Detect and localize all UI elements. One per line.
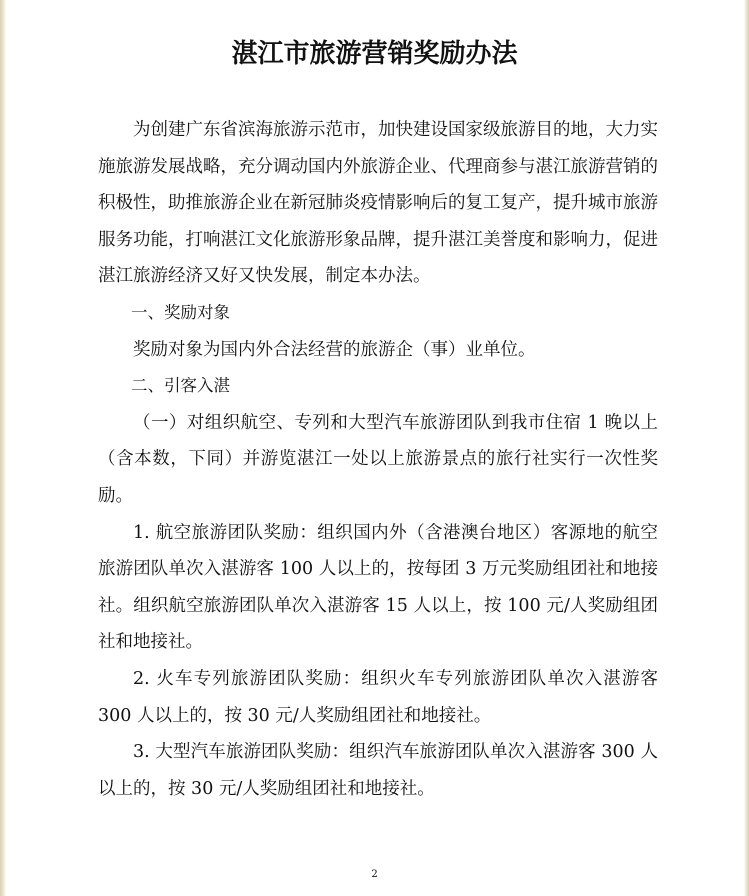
intro-paragraph: 为创建广东省滨海旅游示范市，加快建设国家级旅游目的地，大力实施旅游发展战略，充分调动国内外旅游企业、代理商参与湛江旅游营销的积极性，助推旅游企业在新冠肺炎疫情影响后的复工复产，提升城市旅游服务功能，打响湛江文化旅游形象品牌，提升湛江美誉度和影响力，促进湛江旅游经济又好又快发展，制定本办法。 xyxy=(98,120,658,287)
section-paragraph: （一）对组织航空、专列和大型汽车旅游团队到我市住宿 1 晚以上（含本数，下同）并游览湛江一处以上旅游景点的旅行社实行一次性奖励。 xyxy=(98,412,658,506)
section-paragraph: 奖励对象为国内外合法经营的旅游企（事）业单位。 xyxy=(133,339,536,360)
document-body xyxy=(98,112,658,807)
document-title: 湛江市旅游营销奖励办法 xyxy=(231,39,518,69)
list-item-bus-tour-reward: 3. 大型汽车旅游团队奖励：组织汽车旅游团队单次入湛游客 300 人以上的，按 30 元/人奖励组团社和地接社。 xyxy=(98,742,658,799)
section-heading-attract-visitors: 二、引客入湛 xyxy=(131,376,230,396)
page-number: 2 xyxy=(371,869,378,880)
page-edge-right xyxy=(744,0,749,896)
list-item-train-tour-reward: 2. 火车专列旅游团队奖励：组织火车专列旅游团队单次入湛游客 300 人以上的，按 30 元/人奖励组团社和地接社。 xyxy=(98,668,658,726)
list-item-air-tour-reward: 1. 航空旅游团队奖励：组织国内外（含港澳台地区）客源地的航空旅游团队单次入湛游客 100 人以上的，按每团 3 万元奖励组团社和地接社。组织航空旅游团队单次入湛游客 15 人以上，按 100 元/人奖励组团社和地接社。 xyxy=(98,522,658,653)
section-heading-reward-target: 一、奖励对象 xyxy=(131,302,230,322)
page-edge-left xyxy=(0,0,6,896)
